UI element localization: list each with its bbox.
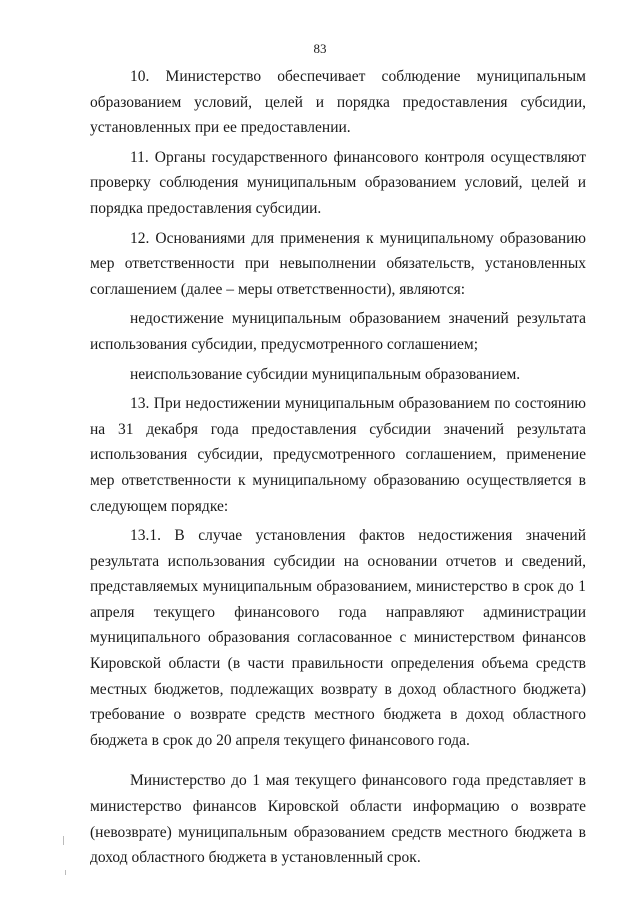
document-body: [90, 64, 586, 871]
scan-artifact: [65, 870, 66, 875]
paragraph-12-item-1: недостижение муниципальным образованием значений результата использования субсидии, предусмотренного соглашением;: [90, 310, 586, 353]
paragraph-ministry-report: Министерство до 1 мая текущего финансового года представляет в министерство финансов Кировской области информацию о возврате (невозврате) муниципальным образованием средств местного бюджета в доход областного бюджета в установленный срок.: [90, 772, 586, 867]
paragraph-12: 12. Основаниями для применения к муниципальному образованию мер ответственности при невыполнении обязательств, установленных соглашением (далее – меры ответственности), являются:: [90, 229, 586, 298]
paragraph-spacer: [90, 753, 586, 768]
scan-artifact: [63, 836, 64, 845]
paragraph-12-item-2: неиспользование субсидии муниципальным образованием.: [130, 365, 521, 383]
paragraph-13-1: 13.1. В случае установления фактов недостижения значений результата использования субсидии на основании отчетов и сведений, представляемых муниципальным образованием, министерство в срок до 1 апреля текущего финансового года направляют администрации муниципального образования согласованное с министерством финансов Кировской области (в части правильности определения объема средств местных бюджетов, подлежащих возврату в доход областного бюджета) требование о возврате средств местного бюджета в доход областного бюджета в срок до 20 апреля текущего финансового года.: [90, 527, 586, 749]
paragraph-13: 13. При недостижении муниципальным образованием по состоянию на 31 декабря года предоставления субсидии значений результата использования субсидии, предусмотренного соглашением, применение мер ответственности к муниципальному образованию осуществляется в следующем порядке:: [90, 395, 586, 515]
paragraph-10: 10. Министерство обеспечивает соблюдение муниципальным образованием условий, целей и порядка предоставления субсидии, установленных при ее предоставлении.: [90, 68, 586, 137]
paragraph-11: 11. Органы государственного финансового контроля осуществляют проверку соблюдения муниципальным образованием условий, целей и порядка предоставления субсидии.: [90, 148, 586, 217]
page-number: 83: [313, 41, 327, 56]
